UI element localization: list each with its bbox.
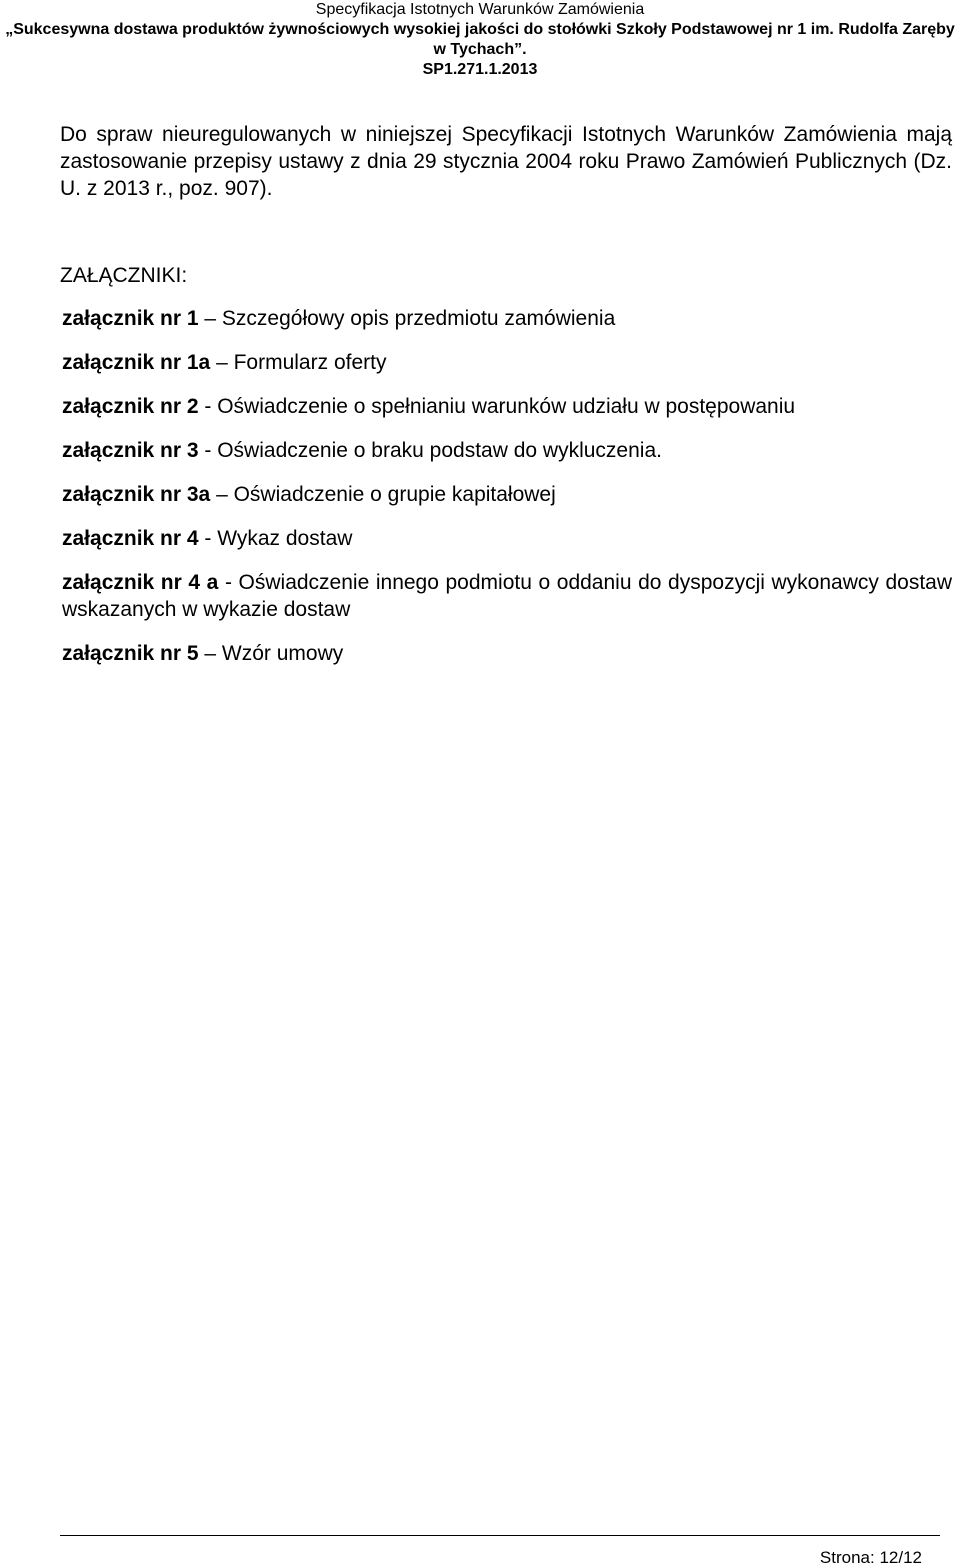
page-number: Strona: 12/12 [819,1548,922,1567]
attachment-item [62,437,952,464]
attachment-label: załącznik nr 3a [62,483,211,506]
attachment-label: załącznik nr 2 [62,395,199,418]
attachment-label: załącznik nr 4 a [62,571,219,594]
attachment-item [62,481,952,508]
attachment-item [62,640,952,667]
attachment-item [62,349,952,376]
attachment-description: – Oświadczenie o grupie kapitałowej [210,483,556,506]
intro-paragraph: Do spraw nieuregulowanych w niniejszej Specyfikacji Istotnych Warunków Zamówienia mają zastosowanie przepisy ustawy z dnia 29 stycznia 2004 roku Prawo Zamówień Publicznych (Dz. U. z 2013 r., poz. 907). [60,123,952,200]
attachment-item [62,305,952,332]
document-reference: SP1.271.1.2013 [422,61,538,78]
attachment-description: - Oświadczenie o braku podstaw do wykluczenia. [198,439,662,462]
attachment-label: załącznik nr 4 [62,527,199,550]
document-subtitle-line1: „Sukcesywna dostawa produktów żywnościowych wysokiej jakości do stołówki Szkoły Podstawowej nr 1 im. Rudolfa Zaręby [5,21,955,38]
document-subtitle-line2: w Tychach”. [433,41,527,58]
attachment-label: załącznik nr 1 [62,307,199,330]
page-header [0,0,960,80]
attachment-description: - Wykaz dostaw [198,527,353,550]
document-title: Specyfikacja Istotnych Warunków Zamówienia [315,1,645,18]
attachment-description: – Wzór umowy [198,642,344,665]
attachment-label: załącznik nr 5 [62,642,199,665]
attachment-description: – Szczegółowy opis przedmiotu zamówienia [198,307,616,330]
attachment-description: - Oświadczenie innego podmiotu o oddaniu do dyspozycji wykonawcy dostaw wskazanych w wykazie dostaw [62,571,953,621]
attachment-label: załącznik nr 1a [62,351,211,374]
attachment-label: załącznik nr 3 [62,439,199,462]
attachment-item [62,569,952,623]
attachment-description: - Oświadczenie o spełnianiu warunków udziału w postępowaniu [198,395,796,418]
attachments-heading: ZAŁĄCZNIKI: [60,264,188,287]
attachment-item [62,393,952,420]
attachment-item [62,525,952,552]
attachment-description: – Formularz oferty [210,351,387,374]
footer-divider [60,1535,940,1536]
attachments-list [62,305,952,684]
